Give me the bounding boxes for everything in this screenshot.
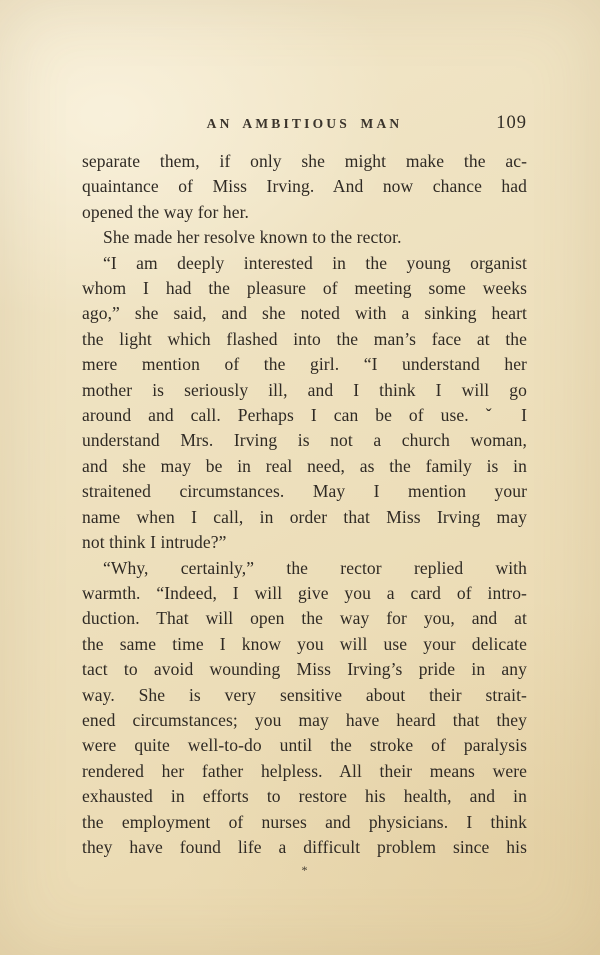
running-header xyxy=(82,113,527,137)
text-line: mother is seriously ill, and I think I will go xyxy=(82,379,527,400)
text-line: and she may be in real need, as the family is in xyxy=(82,455,527,476)
text-line: She made her resolve known to the rector. xyxy=(103,227,402,248)
text-line: name when I call, in order that Miss Irving may xyxy=(82,506,527,527)
text-line: ago,” she said, and she noted with a sinking heart xyxy=(82,303,527,324)
text-line: “Why, certainly,” the rector replied with xyxy=(103,557,527,578)
text-line: mere mention of the girl. “I understand her xyxy=(82,354,527,375)
text-line: straitened circumstances. May I mention your xyxy=(82,481,527,502)
running-title: AN AMBITIOUS MAN xyxy=(206,116,403,131)
text-line: duction. That will open the way for you, and at xyxy=(82,608,527,629)
text-line: were quite well-to-do until the stroke of paralysis xyxy=(82,735,527,756)
text-line: not think I intrude?” xyxy=(82,532,227,553)
page-number: 109 xyxy=(496,113,527,133)
text-line: opened the way for her. xyxy=(82,201,250,222)
text-line: quaintance of Miss Irving. And now chance had xyxy=(82,176,527,197)
text-line: tact to avoid wounding Miss Irving’s pride in any xyxy=(82,659,527,680)
text-line: exhausted in efforts to restore his health, and in xyxy=(82,786,527,807)
text-line: understand Mrs. Irving is not a church woman, xyxy=(82,430,527,451)
body-text xyxy=(82,149,527,878)
text-line: rendered her father helpless. All their means were xyxy=(82,760,527,781)
text-line: the employment of nurses and physicians. I think xyxy=(82,811,527,832)
text-line: around and call. Perhaps I can be of use. ˇ I xyxy=(82,405,527,426)
text-line: they have found life a difficult problem since his xyxy=(82,836,527,857)
text-line: whom I had the pleasure of meeting some weeks xyxy=(82,278,527,299)
text-line: “I am deeply interested in the young organist xyxy=(103,252,527,273)
text-line: warmth. “Indeed, I will give you a card of intro- xyxy=(82,582,527,603)
signature-mark: * xyxy=(301,863,308,878)
text-line: the light which flashed into the man’s face at the xyxy=(82,328,527,349)
text-line: way. She is very sensitive about their strait- xyxy=(82,684,527,705)
text-line: separate them, if only she might make the ac- xyxy=(82,151,527,171)
text-line: ened circumstances; you may have heard that they xyxy=(82,709,527,730)
text-line: the same time I know you will use your delicate xyxy=(82,633,527,654)
